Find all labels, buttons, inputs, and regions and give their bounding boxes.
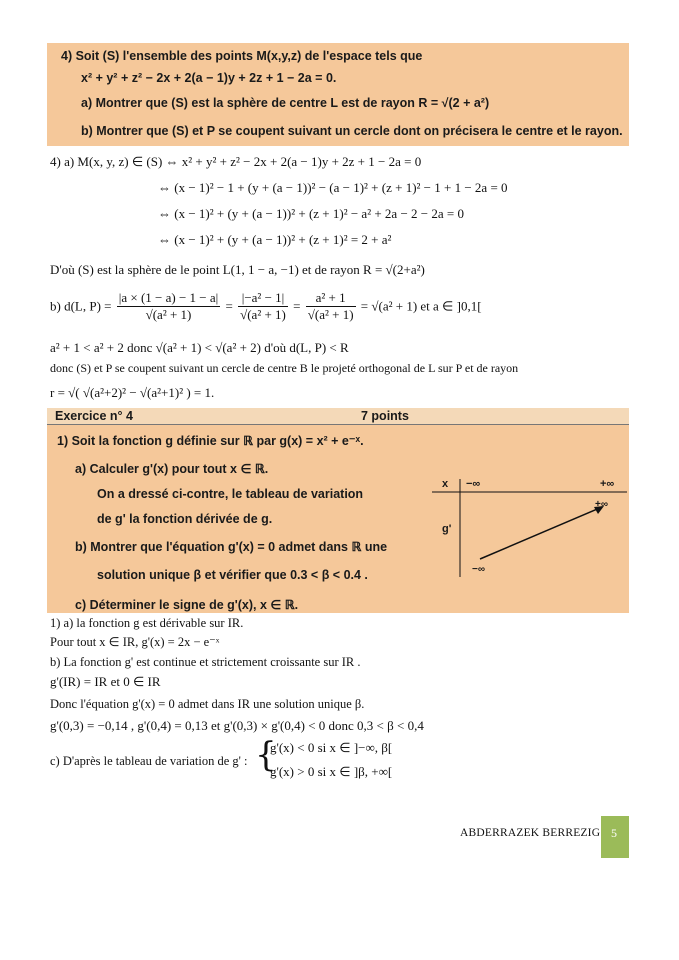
fraction-2-numerator: |−a² − 1|: [238, 290, 288, 307]
var-x-right: +∞: [600, 478, 615, 490]
exercise-4-header: [47, 408, 629, 425]
ex4-qa-line2: On a dressé ci-contre, le tableau de variation: [97, 487, 364, 501]
q4-statement: 4) Soit (S) l'ensemble des points M(x,y,z) de l'espace tels que: [61, 49, 423, 63]
fraction-3-denominator: √(a² + 1): [307, 307, 354, 322]
solex4-line2: Pour tout x ∈ IR, g'(x) = 2x − e⁻ˣ: [50, 635, 220, 649]
footer-author: ABDERRAZEK BERREZIG: [460, 827, 601, 839]
var-x-left: −∞: [466, 478, 481, 490]
ex4-qb: b) Montrer que l'équation g'(x) = 0 admet dans ℝ une: [75, 540, 388, 554]
ex4-qb-line2: solution unique β et vérifier que 0.3 < β < 0.4 .: [97, 568, 368, 582]
solex4-line7: c) D'après le tableau de variation de g' :: [50, 754, 248, 768]
sol4-line5: D'où (S) est la sphère de le point L(1, 1 − a, −1) et de rayon R = √(2+a²): [50, 262, 425, 277]
solex4-line6: g'(0,3) = −0,14 , g'(0,4) = 0,13 et g'(0,3) × g'(0,4) < 0 donc 0,3 < β < 0,4: [50, 718, 424, 733]
sol4-line8: donc (S) et P se coupent suivant un cercle de centre B le projeté orthogonal de L sur P et de rayon: [50, 361, 519, 375]
sol4-b-suffix: = √(a² + 1) et a ∈ ]0,1[: [360, 298, 482, 314]
fraction-1: [117, 290, 221, 323]
fraction-1-denominator: √(a² + 1): [145, 307, 192, 322]
sol4-b-prefix: b) d(L, P) =: [50, 298, 112, 314]
variation-table: [432, 477, 627, 577]
sol4-line3: ⇔ (x − 1)² + (y + (a − 1))² + (z + 1)² − a² + 2a − 2 − 2a = 0: [158, 206, 464, 221]
case-negative: g'(x) < 0 si x ∈ ]−∞, β[: [270, 740, 393, 755]
page-number: 5: [611, 826, 617, 840]
ex4-qa: a) Calculer g'(x) pour tout x ∈ ℝ.: [75, 462, 269, 476]
variation-table-lines: [432, 477, 627, 577]
ex4-q1: 1) Soit la fonction g définie sur ℝ par g(x) = x² + e⁻ˣ.: [57, 434, 364, 448]
var-bottom-value: −∞: [472, 564, 485, 575]
exercise-4-box: [47, 425, 629, 613]
q4-part-a: a) Montrer que (S) est la sphère de centre L est de rayon R = √(2 + a²): [81, 96, 490, 110]
fraction-3: [306, 290, 356, 323]
var-top-value: +∞: [595, 499, 608, 510]
solex4-line1: 1) a) la fonction g est dérivable sur IR.: [50, 616, 244, 630]
solex4-line4: g'(IR) = IR et 0 ∈ IR: [50, 674, 161, 689]
q4-part-b: b) Montrer que (S) et P se coupent suivant un cercle dont on précisera le centre et le rayon.: [81, 124, 623, 138]
sol4-line1: 4) a) M(x, y, z) ∈ (S) ⇔ x² + y² + z² − 2x + 2(a − 1)y + 2z + 1 − 2a = 0: [50, 154, 422, 169]
sol4-part-b: b) d(L, P) = $\frac{|a \times (1 - a) - 1 - a|}{\text{√(a² + 1)}}$ = $\frac{\text{|−a² − 1|}}{\text{√(a² + 1)}}$ = $\frac{\text{a² + 1}}{\text{√(a² + 1)}}$ = √(a² + 1) et a ∈ ]0,1[: [50, 290, 482, 322]
var-x-label: x: [442, 478, 449, 490]
case-positive: g'(x) > 0 si x ∈ ]β, +∞[: [270, 764, 393, 779]
sol4-line4: ⇔ (x − 1)² + (y + (a − 1))² + (z + 1)² = 2 + a²: [158, 232, 392, 247]
cases-brace: {: [255, 735, 277, 775]
solex4-line3: b) La fonction g' est continue et strictement croissante sur IR .: [50, 655, 361, 669]
fraction-2: [238, 290, 288, 323]
solex4-line5: Donc l'équation g'(x) = 0 admet dans IR une solution unique β.: [50, 697, 365, 711]
ex4-qa-line3: de g' la fonction dérivée de g.: [97, 512, 273, 526]
sol4-line9: r = √( √(a²+2)² − √(a²+1)² ) = 1.: [50, 385, 215, 400]
fraction-2-denominator: √(a² + 1): [240, 307, 286, 322]
var-row-label: g': [442, 523, 452, 535]
fraction-3-numerator: a² + 1: [306, 290, 356, 307]
ex4-qc: c) Déterminer le signe de g'(x), x ∈ ℝ.: [75, 598, 299, 612]
fraction-1-numerator: |a × (1 − a) − 1 − a|: [118, 290, 219, 305]
exercise-points: 7 points: [361, 409, 409, 423]
exercise-title: Exercice n° 4: [55, 409, 133, 423]
page-number-box: [601, 816, 629, 858]
sol4-line2: ⇔ (x − 1)² − 1 + (y + (a − 1))² − (a − 1)² + (z + 1)² − 1 + 1 − 2a = 0: [158, 180, 508, 195]
sol4-line7: a² + 1 < a² + 2 donc √(a² + 1) < √(a² + 2) d'où d(L, P) < R: [50, 340, 349, 355]
question-4-box: [47, 43, 629, 146]
q4-equation: x² + y² + z² − 2x + 2(a − 1)y + 2z + 1 − 2a = 0.: [81, 71, 337, 85]
